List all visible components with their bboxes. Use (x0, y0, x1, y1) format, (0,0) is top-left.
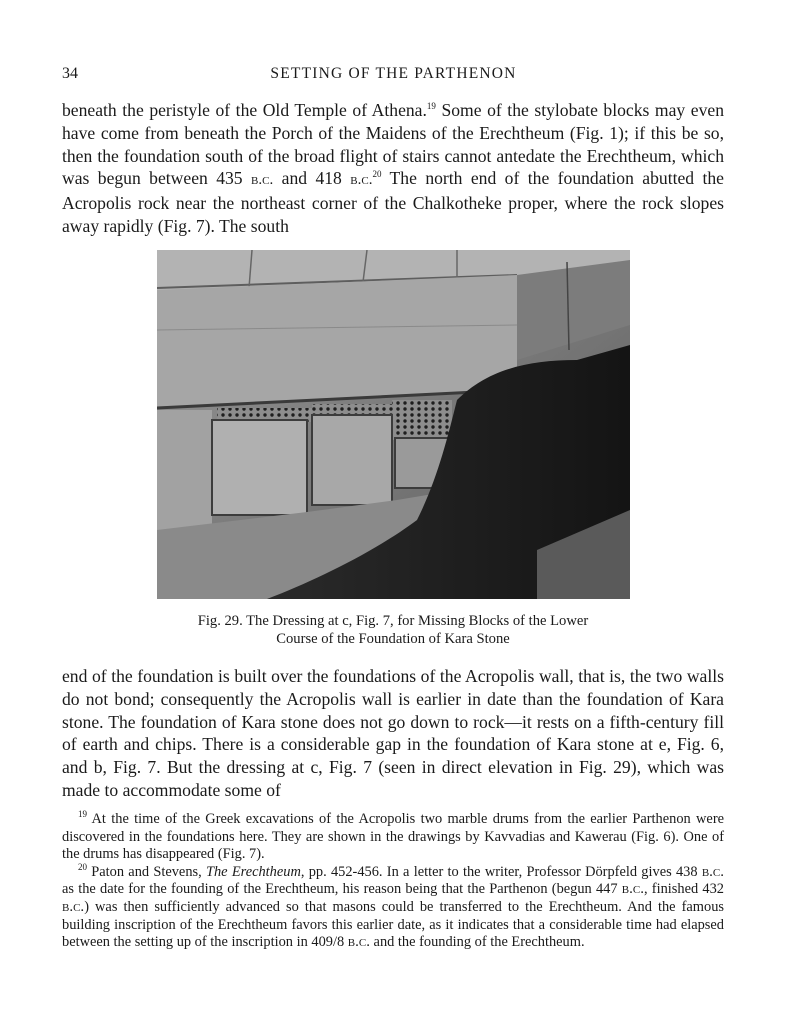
footnote-19 (62, 811, 724, 864)
footnote-number: 20 (78, 861, 87, 872)
page-number: 34 (62, 65, 78, 82)
footnote-text: as the date for the founding of the Erechtheum, his reason being that the Parthenon (begun 447 (62, 881, 622, 898)
footnote-text: and the founding of the Erechtheum. (369, 934, 585, 951)
era-abbrev: b.c. (251, 172, 274, 189)
running-title: SETTING OF THE PARTHENON (270, 65, 517, 82)
text-run: Some of the stylobate blocks may even have come from beneath the Porch of the Maidens of the Erechtheum (Fig. 1); if this be so, then the foundation south of the broad flight of stairs cannot antedate the Erechtheum, which was begun between 435 (62, 100, 724, 189)
text-run: beneath the peristyle of the Old Temple of Athena. (62, 100, 427, 120)
footnote-ref-20[interactable]: 20 (372, 169, 382, 180)
footnote-text: , finished 432 (643, 881, 724, 898)
footnotes (62, 811, 724, 952)
figure-caption (62, 612, 724, 648)
era-abbrev: b.c. (62, 898, 85, 915)
caption-line: Course of the Foundation of Kara Stone (276, 631, 510, 647)
era-abbrev: b.c. (350, 172, 373, 189)
era-abbrev: b.c. (347, 934, 370, 951)
footnote-text: ) was then sufficiently advanced so that masons could be transferred to the Erechtheum. And the famous building inscription of the Erechtheum favors this earlier date, as it indicates that a considerable time had elapsed between the setting up of the inscription in 409/8 (62, 898, 724, 951)
footnote-number: 19 (78, 809, 87, 819)
figure-photograph (157, 250, 630, 599)
body-paragraph-top (62, 99, 724, 238)
caption-line: Fig. 29. The Dressing at c, Fig. 7, for Missing Blocks of the Lower (197, 613, 589, 629)
footnote-text: At the time of the Greek excavations of the Acropolis two marble drums from the earlier Parthenon were discovered in the foundations here. They are shown in the drawings by Kavvadias and Kawerau (Fig. 6). One of the drums has disappeared (Fig. 7). (62, 811, 724, 863)
book-title: The Erechtheum (205, 863, 301, 880)
footnote-ref-19[interactable]: 19 (426, 101, 436, 111)
era-abbrev: b.c. (621, 881, 644, 898)
era-abbrev: b.c. (701, 863, 724, 880)
paragraph-text: end of the foundation is built over the foundations of the Acropolis wall, that is, the two walls do not bond; consequently the Acropolis wall is earlier in date than the foundation of Kara stone. The foundation of Kara stone does not go down to rock—it rests on a fifth-century fill of earth and chips. There is a considerable gap in the foundation of Kara stone at e, Fig. 6, and b, Fig. 7. But the dressing at c, Fig. 7 (seen in direct elevation in Fig. 29), which was made to accommodate some of (62, 666, 724, 800)
text-run: and 418 (273, 168, 351, 189)
footnote-text: Paton and Stevens, (87, 863, 206, 880)
footnote-text: , pp. 452-456. In a letter to the writer, Professor Dörpfeld gives 438 (300, 863, 702, 880)
body-paragraph-bottom (62, 665, 724, 802)
footnote-20 (62, 861, 724, 952)
text-run: The north end of the foundation abutted the Acropolis rock near the northeast corner of the Chalkotheke proper, where the rock slopes away rapidly (Fig. 7). The south (62, 168, 724, 236)
